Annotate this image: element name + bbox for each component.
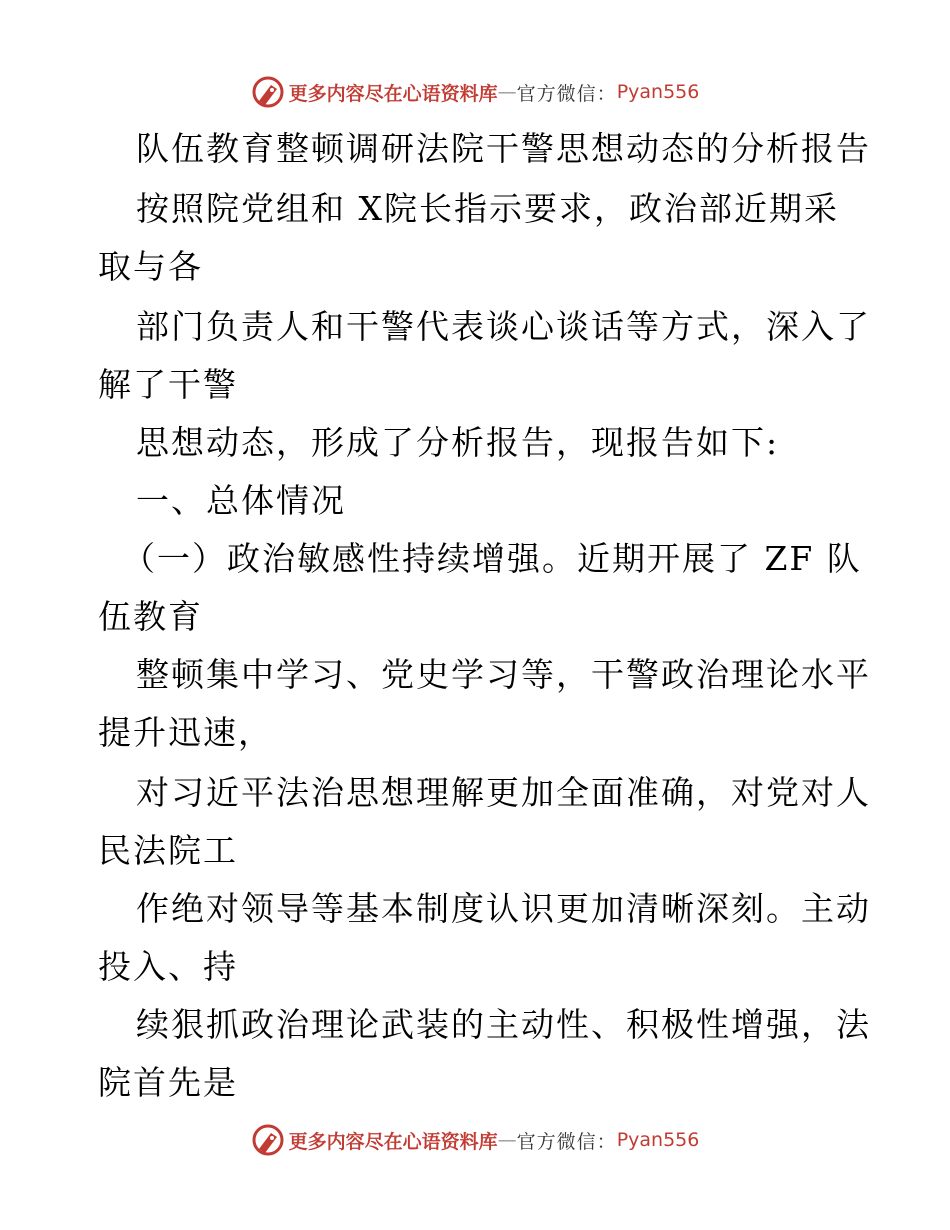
paragraph-line: 按照院党组和 X院长指示要求，政治部近期采 [136,189,839,228]
document-title: 队伍教育整顿调研法院干警思想动态的分析报告 [136,129,871,168]
paragraph-line: 民法院工 [98,831,238,870]
subsection-heading: （一）政治敏感性持续增强。近期开展了 ZF 队 [122,539,862,578]
paragraph-line: 伍教育 [98,597,203,636]
watermark-wechat-id: Pyan556 [616,81,700,103]
watermark-dash: — [497,81,517,103]
paragraph-line: 院首先是 [98,1063,238,1102]
paragraph-line: 整顿集中学习、党史学习等，干警政治理论水平 [136,655,871,694]
watermark-title: 更多内容尽在心语资料库 [288,1130,498,1153]
watermark-title: 更多内容尽在心语资料库 [288,82,498,105]
paragraph-line: 投入、持 [98,947,238,986]
watermark-label: 官方微信： [516,82,617,105]
watermark-wechat-id: Pyan556 [616,1129,700,1151]
paragraph-line: 提升迅速， [98,713,273,752]
pen-nib-icon [251,75,285,109]
paragraph-line: 续狠抓政治理论武装的主动性、积极性增强，法 [136,1005,871,1044]
section-heading: 一、总体情况 [136,481,346,520]
watermark-footer [0,1120,950,1160]
watermark-label: 官方微信： [516,1130,617,1153]
paragraph-line: 思想动态，形成了分析报告，现报告如下: [136,423,780,462]
paragraph-line: 取与各 [98,247,203,286]
watermark-dash: — [497,1129,517,1151]
pen-nib-icon [251,1123,285,1157]
paragraph-line: 部门负责人和干警代表谈心谈话等方式，深入了 [136,307,871,346]
paragraph-line: 对习近平法治思想理解更加全面准确，对党对人 [136,773,871,812]
watermark-header [0,72,950,112]
paragraph-line: 解了干警 [98,365,238,404]
paragraph-line: 作绝对领导等基本制度认识更加清晰深刻。主动 [136,889,871,928]
